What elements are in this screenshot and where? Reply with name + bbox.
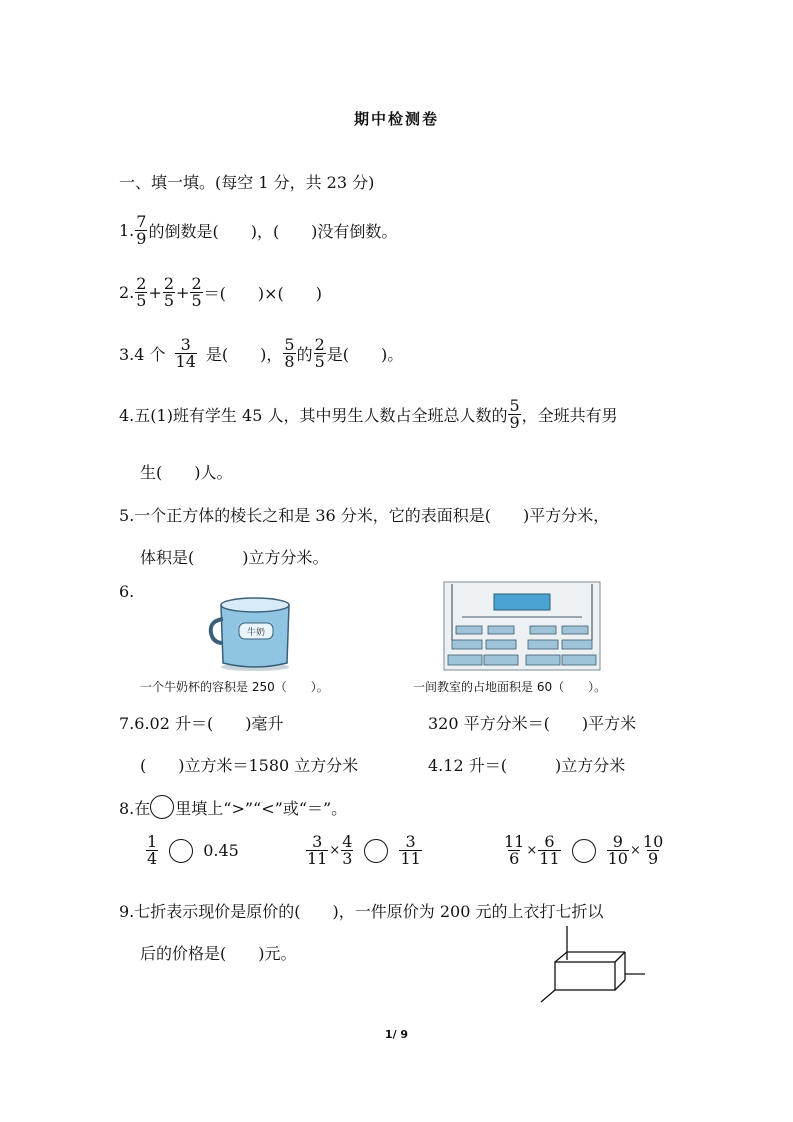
question-9: 9.七折表示现价是原价的( )，一件原价为 200 元的上衣打七折以 [119, 902, 604, 921]
compare-circle[interactable] [572, 839, 596, 863]
fraction: $\frac{3}{11}$ [307, 832, 328, 868]
question-9-cont: 后的价格是( )元。 [140, 944, 297, 963]
fraction: $\frac{2}{5}$ [191, 274, 202, 310]
question-4: 4.五(1)班有学生 45 人，其中男生人数占全班总人数的 $\frac{5}{9}$ ，全班共有男 [119, 396, 618, 432]
question-8: 8.在 里填上“>”“<”或“＝”。 [119, 795, 347, 819]
milk-cup-illustration [205, 595, 295, 673]
question-3: 3.4 个 $\frac{3}{14}$ 是( )， $\frac{5}{8}$ 的 $\frac{2}{5}$ 是( )。 [119, 335, 404, 371]
fraction: $\frac{2}{5}$ [136, 274, 147, 310]
compare-circle [150, 795, 174, 819]
question-6-label: 6. [119, 582, 135, 601]
fraction: $\frac{4}{3}$ [342, 832, 353, 868]
compare-problem-2: $\frac{3}{11}$ × $\frac{4}{3}$ $\frac{3}{11}$ [307, 832, 421, 868]
fraction: $\frac{3}{11}$ [400, 832, 421, 868]
question-7b: 320 平方分米＝( )平方米 [428, 714, 637, 733]
fraction: $\frac{1}{4}$ [147, 832, 158, 868]
fraction: $\frac{7}{9}$ [136, 212, 147, 248]
page-number: 1/ 9 [384, 1028, 409, 1041]
section-heading: 一、填一填。(每空 1 分，共 23 分) [119, 173, 375, 192]
question-5-cont: 体积是( )立方分米。 [140, 548, 329, 567]
fraction: $\frac{11}{6}$ [504, 832, 525, 868]
question-7a: 7.6.02 升＝( )毫升 [119, 714, 284, 733]
question-7c: ( )立方米＝1580 立方分米 [140, 756, 359, 775]
compare-problem-3: $\frac{11}{6}$ × $\frac{6}{11}$ $\frac{9}{10}$ × $\frac{10}{9}$ [504, 832, 664, 868]
caption-classroom: 一间教室的占地面积是 60（ ）。 [413, 680, 607, 694]
page-title: 期中检测卷 [353, 110, 439, 128]
fraction: $\frac{6}{11}$ [539, 832, 560, 868]
question-7d: 4.12 升＝( )立方分米 [428, 756, 626, 775]
fraction: $\frac{5}{8}$ [284, 335, 295, 371]
compare-circle[interactable] [364, 839, 388, 863]
cuboid-figure [535, 922, 650, 1004]
fraction: $\frac{5}{9}$ [509, 396, 520, 432]
question-5: 5.一个正方体的棱长之和是 36 分米，它的表面积是( )平方分米， [119, 506, 610, 525]
compare-problem-1: $\frac{1}{4}$ 0.45 [147, 832, 239, 868]
compare-circle[interactable] [169, 839, 193, 863]
caption-milk-cup: 一个牛奶杯的容积是 250（ ）。 [140, 680, 329, 694]
cup-label: 牛奶 [246, 628, 266, 638]
classroom-illustration [442, 580, 602, 672]
question-1: 1. $\frac{7}{9}$ 的倒数是( )，( )没有倒数。 [119, 212, 398, 248]
question-4-cont: 生( )人。 [140, 463, 233, 482]
fraction: $\frac{10}{9}$ [642, 832, 664, 868]
question-2: 2. $\frac{2}{5}$ + $\frac{2}{5}$ + $\frac{2}{5}$ ＝( )×( ) [119, 274, 323, 310]
fraction: $\frac{2}{5}$ [163, 274, 175, 310]
fraction: $\frac{3}{14}$ [175, 335, 196, 371]
fraction: $\frac{2}{5}$ [314, 335, 325, 371]
fraction: $\frac{9}{10}$ [607, 832, 628, 868]
